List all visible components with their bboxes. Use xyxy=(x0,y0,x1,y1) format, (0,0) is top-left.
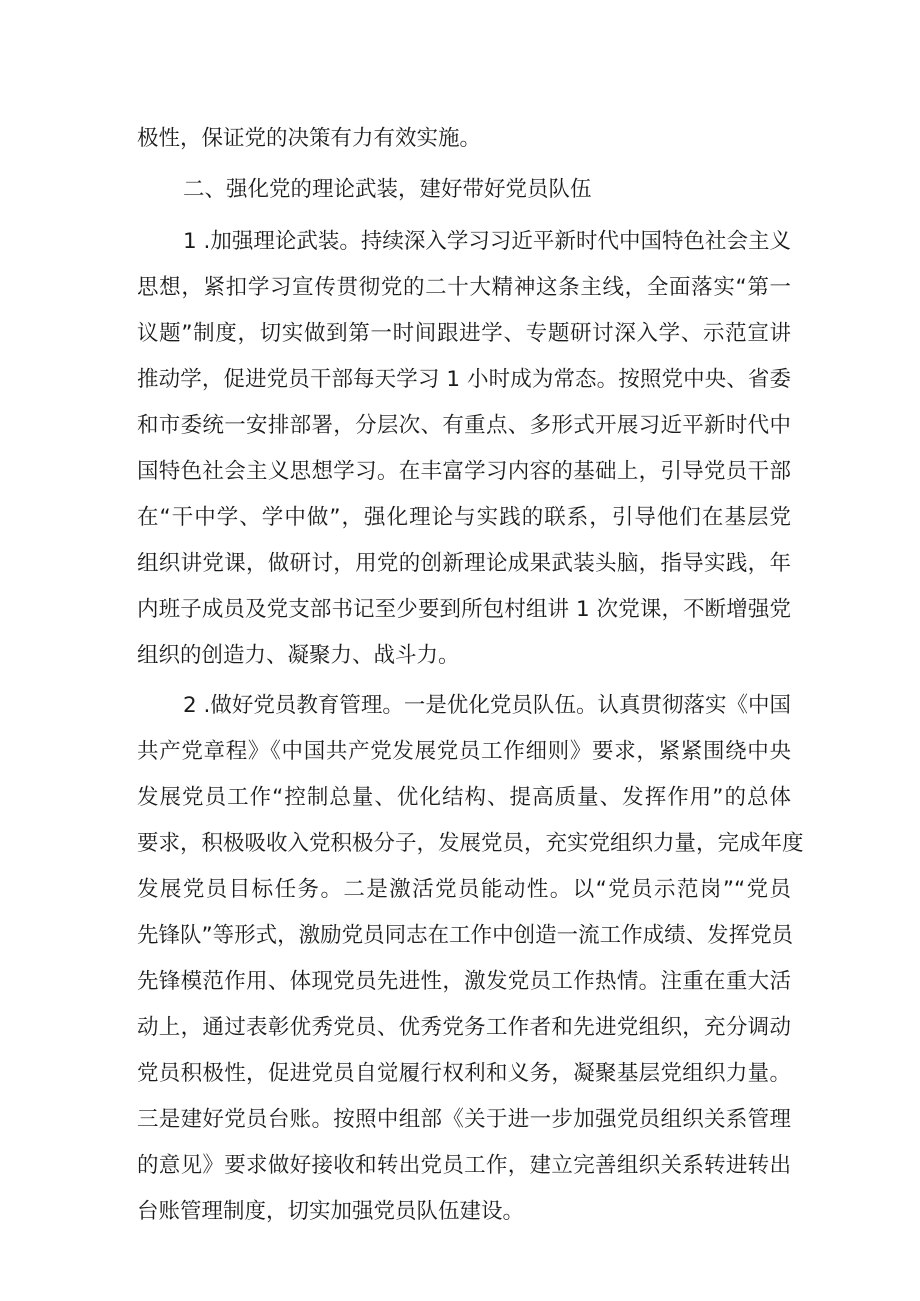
paragraph-2-line-1: 2 .做好党员教育管理。一是优化党员队伍。认真贯彻落实《中国 xyxy=(183,693,791,718)
paragraph-2-line-5: 发展党员目标任务。二是激活党员能动性。以“党员示范岗”“党员 xyxy=(137,877,791,902)
paragraph-1-line-6: 国特色社会主义思想学习。在丰富学习内容的基础上，引导党员干部 xyxy=(137,459,791,484)
paragraph-2-line-3: 发展党员工作“控制总量、优化结构、提高质量、发挥作用”的总体 xyxy=(137,785,791,810)
paragraph-2-line-6: 先锋队”等形式，激励党员同志在工作中创造一流工作成绩、发挥党员 xyxy=(137,923,794,948)
paragraph-1-line-1: 1 .加强理论武装。持续深入学习习近平新时代中国特色社会主义 xyxy=(183,229,791,254)
paragraph-1-line-10: 组织的创造力、凝聚力、战斗力。 xyxy=(137,643,460,668)
paragraph-0-line-1: 极性，保证党的决策有力有效实施。 xyxy=(137,126,482,151)
paragraph-2-line-11: 的意见》要求做好接收和转出党员工作，建立完善组织关系转进转出 xyxy=(137,1153,791,1178)
paragraph-2-line-4: 要求，积极吸收入党积极分子，发展党员，充实党组织力量，完成年度 xyxy=(137,831,804,856)
paragraph-1-line-8: 组织讲党课，做研讨，用党的创新理论成果武装头脑，指导实践，年 xyxy=(137,551,791,576)
paragraph-2-line-9: 党员积极性，促进党员自觉履行权利和义务，凝聚基层党组织力量。 xyxy=(137,1061,791,1086)
paragraph-1-line-5: 和市委统一安排部署，分层次、有重点、多形式开展习近平新时代中 xyxy=(137,413,791,438)
paragraph-2-line-8: 动上，通过表彰优秀党员、优秀党务工作者和先进党组织，充分调动 xyxy=(137,1015,791,1040)
paragraph-1-line-7: 在“干中学、学中做”，强化理论与实践的联系，引导他们在基层党 xyxy=(137,505,791,530)
paragraph-2-line-2: 共产党章程》《中国共产党发展党员工作细则》要求，紧紧围绕中央 xyxy=(137,739,791,764)
paragraph-1-line-4: 推动学，促进党员干部每天学习 1 小时成为常态。按照党中央、省委 xyxy=(137,367,791,392)
paragraph-1-line-2: 思想，紧扣学习宣传贯彻党的二十大精神这条主线，全面落实“第一 xyxy=(137,275,791,300)
paragraph-2-line-10: 三是建好党员台账。按照中组部《关于进一步加强党员组织关系管理 xyxy=(137,1107,791,1132)
paragraph-2-line-12: 台账管理制度，切实加强党员队伍建设。 xyxy=(137,1199,525,1224)
paragraph-2-line-7: 先锋模范作用、体现党员先进性，激发党员工作热情。注重在重大活 xyxy=(137,969,791,994)
paragraph-1-line-3: 议题”制度，切实做到第一时间跟进学、专题研讨深入学、示范宣讲 xyxy=(137,321,791,346)
section-heading: 二、强化党的理论武装，建好带好党员队伍 xyxy=(183,177,592,202)
paragraph-1-line-9: 内班子成员及党支部书记至少要到所包村组讲 1 次党课，不断增强党 xyxy=(137,597,791,622)
